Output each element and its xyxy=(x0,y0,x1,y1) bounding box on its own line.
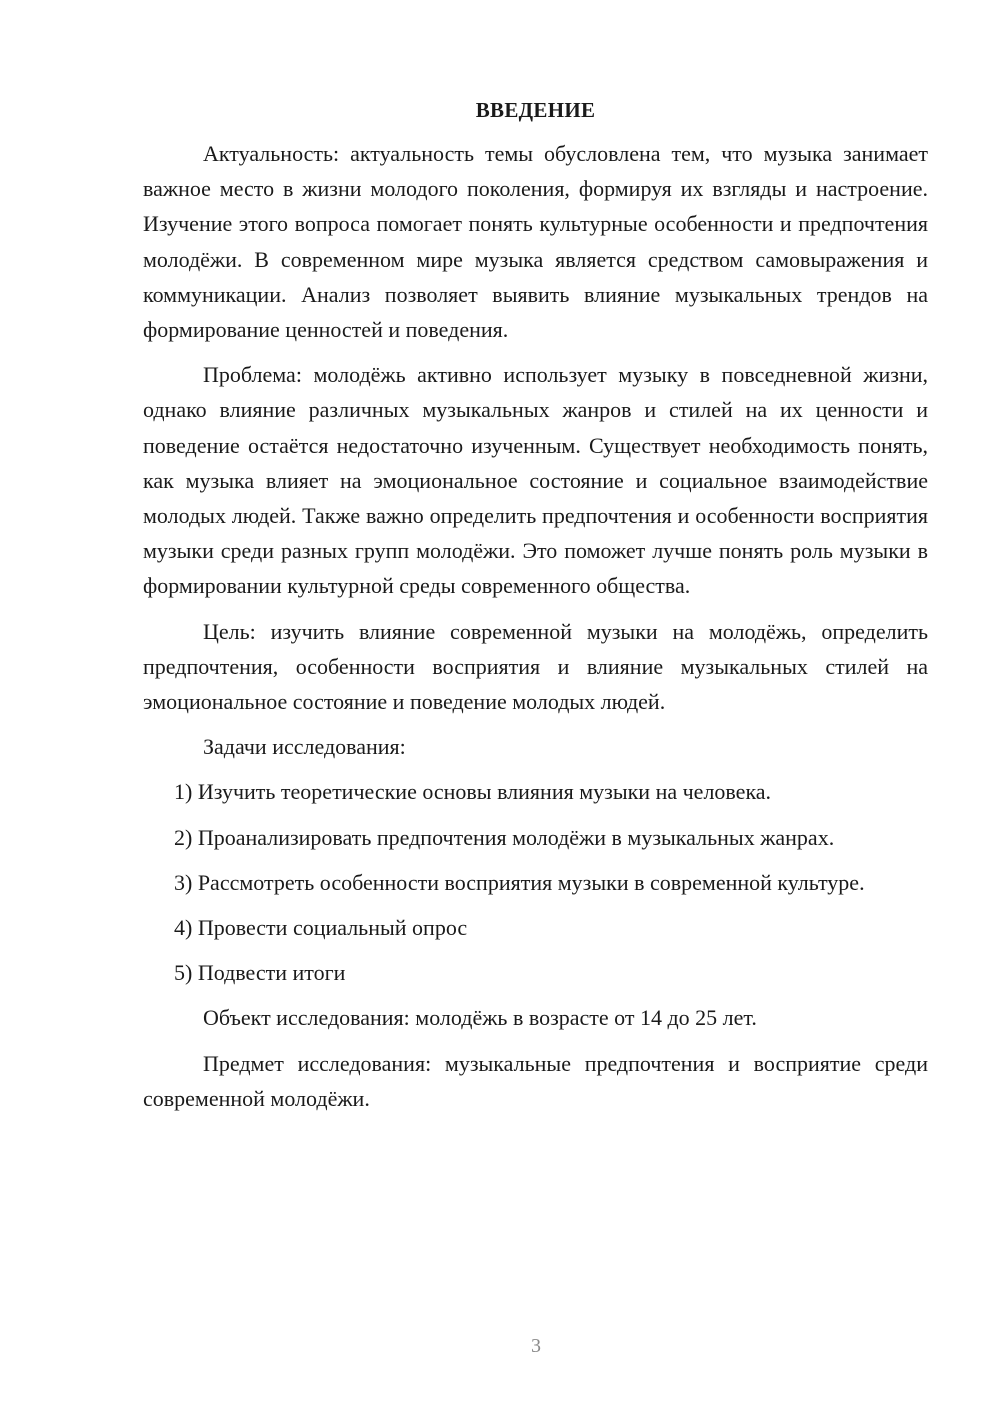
paragraph-object: Объект исследования: молодёжь в возрасте от 14 до 25 лет. xyxy=(203,1005,757,1031)
section-title: ВВЕДЕНИЕ xyxy=(475,98,596,122)
task-item-2: 2) Проанализировать предпочтения молодёжи в музыкальных жанрах. xyxy=(174,824,835,850)
paragraph-goal: Цель: изучить влияние современной музыки на молодёжь, определить предпочтения, особенности восприятия и влияние музыкальных стилей на эмоциональное состояние и поведение молодых людей. xyxy=(143,618,928,715)
task-item-4: 4) Провести социальный опрос xyxy=(174,915,468,941)
document-body xyxy=(143,93,928,1116)
paragraph-problem: Проблема: молодёжь активно использует музыку в повседневной жизни, однако влияние различных музыкальных жанров и стилей на их ценности и поведение остаётся недостаточно изученным. Существует необходимость понять, как музыка влияет на эмоциональное состояние и социальное взаимодействие молодых людей. Также важно определить предпочтения и особенности восприятия музыки среди разных групп молодёжи. Это поможет лучше понять роль музыки в формировании культурной среды современного общества. xyxy=(143,362,928,599)
paragraph-relevance: Актуальность: актуальность темы обусловлена тем, что музыка занимает важное место в жизни молодого поколения, формируя их взгляды и настроение. Изучение этого вопроса помогает понять культурные особенности и предпочтения молодёжи. В современном мире музыка является средством самовыражения и коммуникации. Анализ позволяет выявить влияние музыкальных трендов на формирование ценностей и поведения. xyxy=(143,141,928,343)
paragraph-subject: Предмет исследования: музыкальные предпочтения и восприятие среди современной молодёжи. xyxy=(143,1050,928,1111)
task-item-3: 3) Рассмотреть особенности восприятия музыки в современной культуре. xyxy=(174,869,865,895)
page-number: 3 xyxy=(531,1335,541,1357)
task-item-1: 1) Изучить теоретические основы влияния музыки на человека. xyxy=(174,779,772,805)
tasks-heading: Задачи исследования: xyxy=(203,734,406,760)
task-item-5: 5) Подвести итоги xyxy=(174,960,346,986)
